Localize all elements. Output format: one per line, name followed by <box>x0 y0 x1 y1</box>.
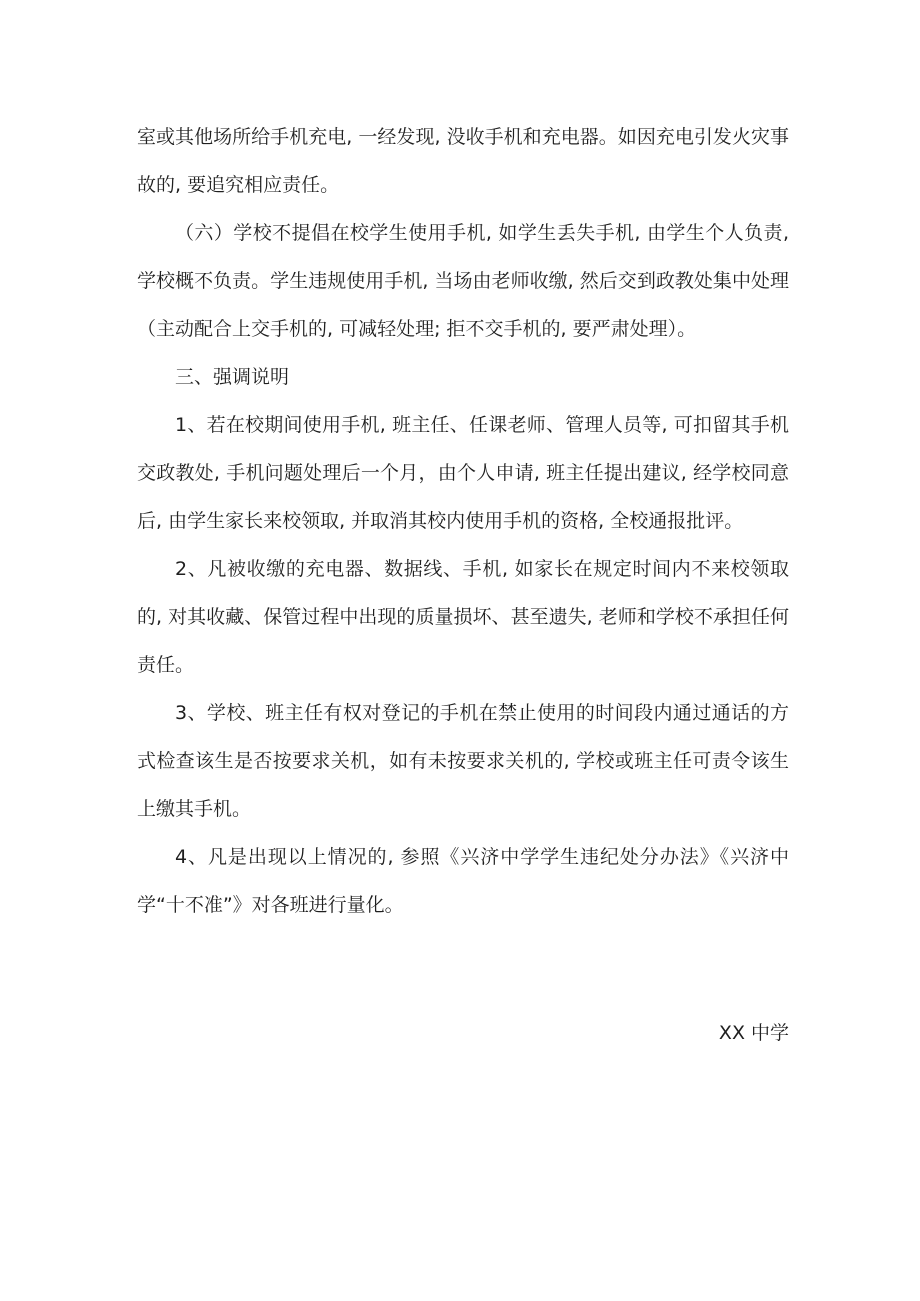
paragraph-continuation: 室或其他场所给手机充电, 一经发现, 没收手机和充电器。如因充电引发火灾事故的, 要追究相应责任。 <box>137 126 789 196</box>
paragraph-item-six: （六）学校不提倡在校学生使用手机, 如学生丢失手机, 由学生个人负责, 学校概不负责。学生违规使用手机, 当场由老师收缴, 然后交到政教处集中处理（主动配合上交手机的, 可减轻处理; 拒不交手机的, 要严肃处理）。 <box>137 222 789 340</box>
paragraph-point-3: 3、学校、班主任有权对登记的手机在禁止使用的时间段内通过通话的方式检查该生是否按要求关机，如有未按要求关机的, 学校或班主任可责令该生上缴其手机。 <box>137 702 789 820</box>
section-heading-emphasis: 三、强调说明 <box>175 366 290 388</box>
paragraph-point-2: 2、凡被收缴的充电器、数据线、手机, 如家长在规定时间内不来校领取的, 对其收藏、保管过程中出现的质量损坏、甚至遗失, 老师和学校不承担任何责任。 <box>137 558 789 676</box>
school-signature: XX 中学 <box>718 1022 789 1044</box>
document-body <box>137 113 789 929</box>
paragraph-point-1: 1、若在校期间使用手机, 班主任、任课老师、管理人员等, 可扣留其手机交政教处, 手机问题处理后一个月，由个人申请, 班主任提出建议, 经学校同意后, 由学生家长来校领取, 并取消其校内使用手机的资格, 全校通报批评。 <box>137 414 789 532</box>
paragraph-point-4: 4、凡是出现以上情况的, 参照《兴济中学学生违纪处分办法》《兴济中学“十不准”》对各班进行量化。 <box>137 846 789 916</box>
